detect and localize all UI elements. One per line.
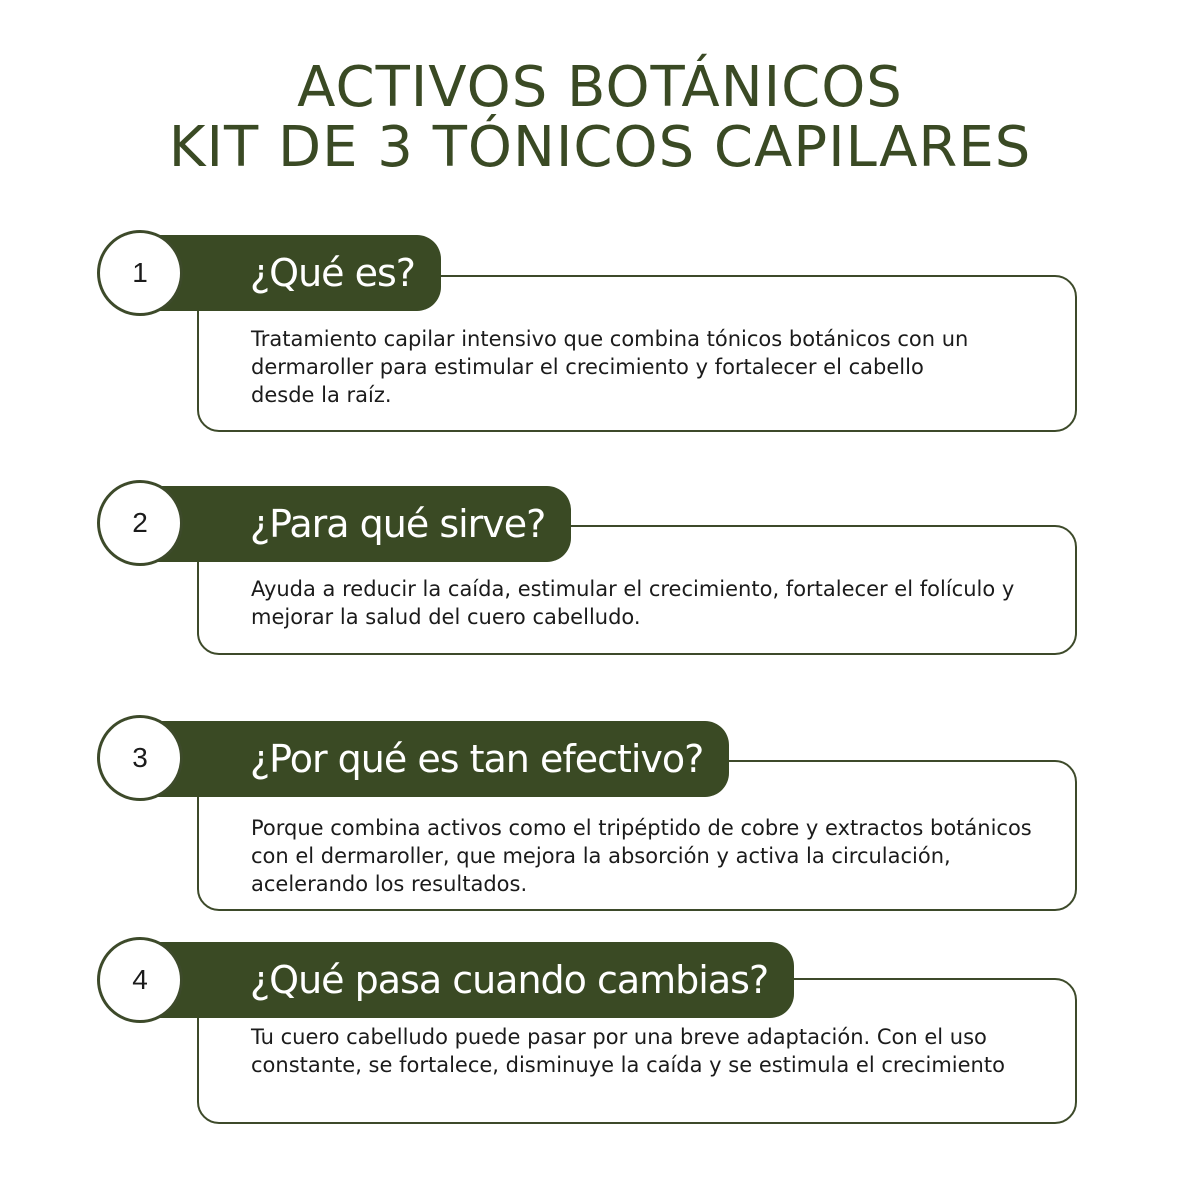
info-card-text: Porque combina activos como el tripéptido de cobre y extractos botánicos con el dermaroller, que mejora la absorción y activa la circulación, acelerando los resultados. — [251, 816, 1032, 896]
info-card-heading: ¿Para qué sirve? — [135, 486, 571, 562]
page-title — [0, 55, 1200, 180]
info-card-text: Ayuda a reducir la caída, estimular el crecimiento, fortalecer el folículo y mejorar la salud del cuero cabelludo. — [251, 577, 1015, 629]
step-number-badge: 3 — [97, 715, 183, 801]
info-card-heading: ¿Por qué es tan efectivo? — [135, 721, 729, 797]
info-card-text: Tu cuero cabelludo puede pasar por una breve adaptación. Con el uso constante, se fortalece, disminuye la caída y se estimula el crecimiento — [251, 1025, 1005, 1077]
info-card-heading: ¿Qué pasa cuando cambias? — [135, 942, 794, 1018]
step-number-badge: 1 — [97, 230, 183, 316]
info-card-text: Tratamiento capilar intensivo que combina tónicos botánicos con un dermaroller para estimular el crecimiento y fortalecer el cabello desde la raíz. — [251, 327, 969, 407]
title-line-1: ACTIVOS BOTÁNICOS — [297, 55, 903, 120]
title-line-2: KIT DE 3 TÓNICOS CAPILARES — [168, 115, 1032, 180]
info-card-heading: ¿Qué es? — [135, 235, 441, 311]
step-number-badge: 2 — [97, 480, 183, 566]
step-number-badge: 4 — [97, 937, 183, 1023]
